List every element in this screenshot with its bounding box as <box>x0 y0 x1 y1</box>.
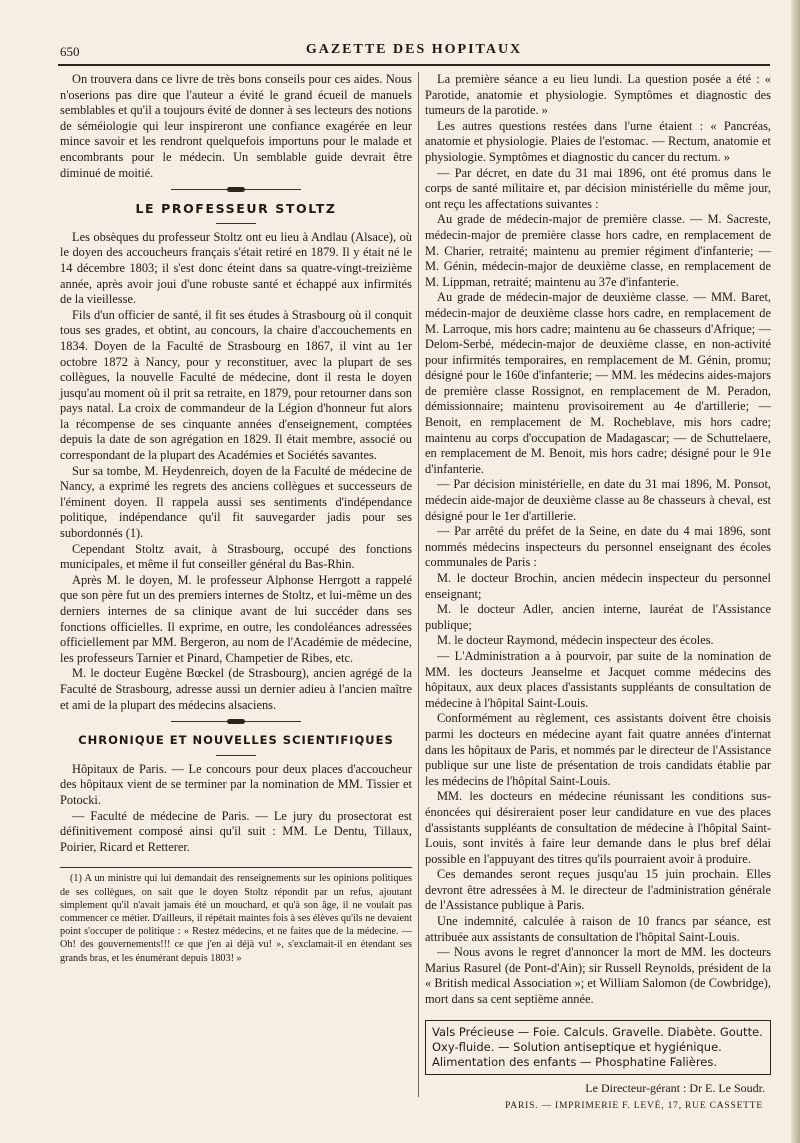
right-column <box>425 72 771 1115</box>
news-paragraph: MM. les docteurs en médecine réunissant les conditions sus-énoncées qui désireraient poser leur candidature en vue des places d'assistants suppléants de consultation de médecine à l'hôpital Saint-Louis, sont invités à faire leur demande dans le plus bref délai possible en l'appuyant des titres qu'ils pourraient avoir à produire. <box>425 789 771 866</box>
news-paragraph: — Par arrêté du préfet de la Seine, en date du 4 mai 1896, sont nommés médecins inspecteurs du personnel enseignant des écoles communales de Paris : <box>425 524 771 570</box>
left-column <box>60 72 412 965</box>
news-paragraph: — L'Administration a à pourvoir, par suite de la nomination de MM. les docteurs Jeanselme et Jacquet comme médecins des hôpitaux, aux deux places d'assistants suppléants de consultation de médecine à l'hôpital Saint-Louis. <box>425 648 771 710</box>
news-paragraph: — Par décision ministérielle, en date du 31 mai 1896, M. Ponsot, médecin aide-major de deuxième classe au 8e chasseurs à cheval, est désigné pour le 1er d'artillerie. <box>425 477 771 523</box>
ad-line: Oxy-fluide. — Solution antiseptique et hygiénique. <box>432 1039 722 1054</box>
news-paragraph: Au grade de médecin-major de première classe. — M. Sacreste, médecin-major de première classe hors cadre, en remplacement de M. Charier, retraité; maintenu au premier régiment d'infanterie; — M. Génin, médecin-major de deuxième classe, en remplacement de M. Lippman, retraité; maintenu au 37e d'infanterie. <box>425 212 771 289</box>
news-paragraph: M. le docteur Adler, ancien interne, lauréat de l'Assistance publique; <box>425 602 771 632</box>
chronique-paragraph: Hôpitaux de Paris. — Le concours pour deux places d'accoucheur des hôpitaux vient de se terminer par la nomination de MM. Tissier et Potocki. <box>60 761 412 807</box>
stoltz-paragraph: Après M. le doyen, M. le professeur Alphonse Herrgott a rappelé que son père fut un des premiers internes de Stoltz, et lui-même un des derniers internes de sa clinique avant de lui succéder dans ses fonctions officielles. Il exprime, en outre, les condoléances adressées officiellement par MM. Bergeron, au nom de l'Académie de médecine, les professeurs Tarnier et Pinard, Champetier de Ribes, etc. <box>60 572 412 665</box>
page-number: 650 <box>60 44 80 59</box>
printer-imprint: PARIS. — IMPRIMERIE F. LEVÉ, 17, RUE CASSETTE <box>505 1101 763 1112</box>
intro-paragraph: On trouvera dans ce livre de très bons conseils pour ces aides. Nous n'oserions pas dire que l'auteur a évité le grand écueil de manuels semblables et qu'il a toujours évité de donner à ses lecteurs des notions de séméiologie qui leur inspireront une confiance exagérée en leur mince savoir et les rendront quelquefois importuns pour le malade et encombrants pour le médecin. Un semblable guide devrait être diminué de moitié. <box>60 72 412 180</box>
section-separator <box>171 721 301 723</box>
chronique-title: CHRONIQUE ET NOUVELLES SCIENTIFIQUES <box>78 733 394 748</box>
title-underline <box>216 755 256 756</box>
stoltz-paragraph: Les obsèques du professeur Stoltz ont eu lieu à Andlau (Alsace), où le doyen des accoucheurs français s'était retiré en 1879. Il y était né le 14 décembre 1803; il s'est donc éteint dans sa quatre-vingt-treizième année, après avoir joui d'une robuste santé et échappé aux infirmités de la vieillesse. <box>60 229 412 307</box>
news-paragraph: M. le docteur Brochin, ancien médecin inspecteur du personnel enseignant; <box>425 571 771 601</box>
footnotes <box>60 867 412 964</box>
ad-line: Vals Précieuse — Foie. Calculs. Gravelle. Diabète. Goutte. <box>432 1024 763 1039</box>
advertisement-box <box>425 1020 771 1075</box>
chronique-paragraph: — Faculté de médecine de Paris. — Le jury du prosectorat est définitivement composé ainsi qu'il suit : MM. Le Dentu, Tillaux, Poirier, Ricard et Retterer. <box>60 808 412 854</box>
news-paragraph: M. le docteur Raymond, médecin inspecteur des écoles. <box>437 633 714 648</box>
news-paragraph: La première séance a eu lieu lundi. La question posée a été : « Parotide, anatomie et physiologie. Symptômes et diagnostic des tumeurs de la parotide. » <box>425 72 771 118</box>
title-underline <box>216 223 256 224</box>
news-paragraph: Conformément au règlement, ces assistants doivent être choisis parmi les docteurs en médecine ayant fait quatre années d'internat dans les hôpitaux de Paris, et nommés par le directeur de l'Assistance publique sur une liste de présentation de trois candidats établie par les médecins de l'hôpital Saint-Louis. <box>425 711 771 788</box>
news-paragraph: Ces demandes seront reçues jusqu'au 15 juin prochain. Elles devront être adressées à M. le directeur de l'administration générale de l'Assistance publique à Paris. <box>425 867 771 913</box>
news-paragraph: Au grade de médecin-major de deuxième classe. — MM. Baret, médecin-major de deuxième classe hors cadre, en remplacement de M. Larroque, mis hors cadre; maintenu au 6e chasseurs d'Afrique; — Delom-Serbé, médecin-major de deuxième classe, en non-activité pour infirmités temporaires, en remplacement de M. Génin, promu; désigné pour le 160e d'infanterie; — MM. les médecins aides-majors de première classe Rossignot, en remplacement de M. Peradon, démissionnaire; maintenu provisoirement au 4e d'artillerie; — Benoit, en remplacement de M. Rocheblave, mis hors cadre; maintenu au corps d'occupation de Madagascar; — de Schuttelaere, en remplacement de M. Benoit, mis hors cadre; désigné pour le 91e d'infanterie. <box>425 290 771 476</box>
header-rule <box>58 64 770 66</box>
footnote: (1) A un ministre qui lui demandait des renseignements sur les opinions politiques de ses collègues, on sait que le doyen Stoltz répondit par un refus, ajoutant simplement qu'il n'avait jamais été un mouchard, et qu'à son âge, il ne voulait pas commencer ce métier. D'ailleurs, il répétait maintes fois à ses élèves qu'ils ne devaient point s'occuper de politique : « Restez médecins, et ne faites que de la médecine. — Oh! des gouvernements!!! ce que j'en ai déjà vu! », s'exclamait-il en étendant ses grands bras, et les énumérant depuis 1803! » <box>60 873 412 964</box>
section-separator <box>171 189 301 191</box>
news-paragraph: — Par décret, en date du 31 mai 1896, ont été promus dans le corps de santé militaire et, par décision ministérielle du même jour, ont reçu les affectations suivantes : <box>425 165 771 211</box>
news-paragraph: Les autres questions restées dans l'urne étaient : « Pancréas, anatomie et physiologie. Plaies de l'estomac. — Rectum, anatomie et physiologie. Symptômes et diagnostic du cancer du rectum. » <box>425 118 771 164</box>
page-header <box>58 42 770 62</box>
journal-title: GAZETTE DES HOPITAUX <box>305 42 523 57</box>
news-paragraph: — Nous avons le regret d'annoncer la mort de MM. les docteurs Marius Rasurel (de Pont-d'Ain); sir Russell Reynolds, président de la « British medical Association »; et William Salomon (de Cowbridge), mort dans sa cent septième année. <box>425 945 771 1007</box>
ad-line: Alimentation des enfants — Phosphatine Falières. <box>432 1054 718 1069</box>
page-edge <box>791 0 800 1143</box>
column-divider <box>418 72 419 1097</box>
stoltz-paragraph: Cependant Stoltz avait, à Strasbourg, occupé des fonctions municipales, et même il fut conseiller général du Bas-Rhin. <box>60 541 412 572</box>
stoltz-paragraph: Sur sa tombe, M. Heydenreich, doyen de la Faculté de médecine de Nancy, a exprimé les regrets des anciens collègues et successeurs de l'éminent doyen. Il rappela aussi ses sentiments d'indépendance politique, indépendance qu'il fit sauvegarder jadis pour ses subordonnés (1). <box>60 463 412 541</box>
news-paragraph: Une indemnité, calculée à raison de 10 francs par séance, est attribuée aux assistants de consultation de l'hôpital Saint-Louis. <box>425 914 771 944</box>
director-signature: Le Directeur-gérant : Dr E. Le Soudr. <box>585 1080 765 1095</box>
stoltz-paragraph: Fils d'un officier de santé, il fit ses études à Strasbourg où il conquit tous ses grades, et obtint, au concours, la chaire d'accouchements en 1834. Doyen de la Faculté de Strasbourg en 1867, il vint au 1er octobre 1872 à Nancy, pour y reconstituer, avec la plupart de ses collègues, la nouvelle Faculté de médecine, dont il resta le doyen jusqu'au moment où il prit sa retraite, en 1879, pour retourner dans son pays natal. La croix de commandeur de la Légion d'honneur fut alors la récompense de ses cinquante années d'enseignement, comptées depuis la date de son agrégation en 1829. Il était membre, associé ou correspondant de la plupart des Académies et Sociétés savantes. <box>60 307 412 463</box>
stoltz-title: LE PROFESSEUR STOLTZ <box>135 201 337 217</box>
stoltz-paragraph: M. le docteur Eugène Bœckel (de Strasbourg), ancien agrégé de la Faculté de Strasbourg, adresse aussi un dernier adieu à l'ancien maître et ami de la plupart des médecins alsaciens. <box>60 666 412 712</box>
